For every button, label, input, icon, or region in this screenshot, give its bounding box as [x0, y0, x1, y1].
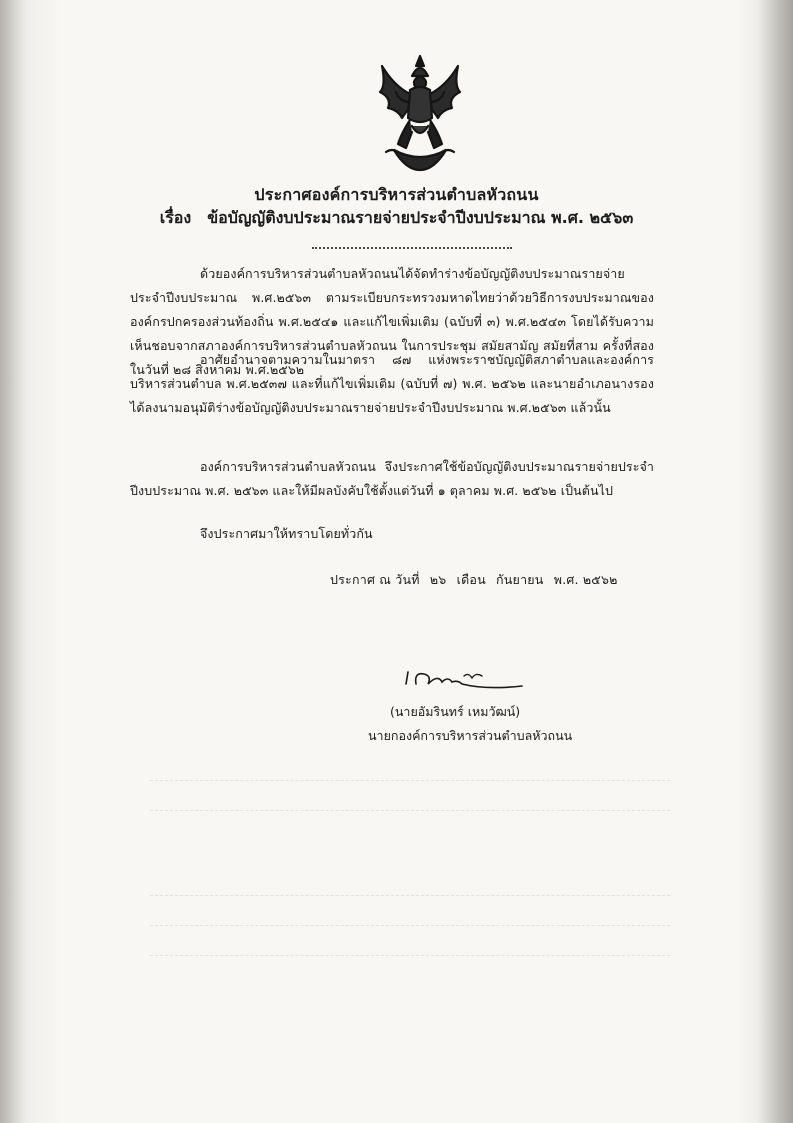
scan-edge-shadow-right: [757, 0, 793, 1123]
bleed-through-line: [150, 810, 670, 812]
body-paragraph-2: อาศัยอำนาจตามความในมาตรา ๘๗ แห่งพระราชบัญญัติสภาตำบลและองค์การบริหารส่วนตำบล พ.ศ.๒๕๓๗ และที่แก้ไขเพิ่มเติม (ฉบับที่ ๗) พ.ศ. ๒๕๖๒ และนายอำเภอนางรอง ได้ลงนามอนุมัติร่างข้อบัญญัติงบประมาณรายจ่ายประจำปีงบประมาณ พ.ศ.๒๕๖๓ แล้วนั้น: [130, 352, 654, 415]
bleed-through-line: [150, 895, 670, 897]
bleed-through-line: [150, 780, 670, 782]
dateline-year: พ.ศ. ๒๕๖๒: [553, 572, 618, 587]
garuda-emblem-icon: [372, 52, 468, 174]
body-paragraph-4: จึงประกาศมาให้ทราบโดยทั่วกัน: [200, 526, 373, 541]
signer-name: (นายอัมรินทร์ เหมวัฒน์): [390, 704, 521, 719]
body-paragraph-1: ด้วยองค์การบริหารส่วนตำบลหัวถนนได้จัดทำร่างข้อบัญญัติงบประมาณรายจ่ายประจำปีงบประมาณ พ.ศ.๒๕๖๓ ตามระเบียบกระทรวงมหาดไทยว่าด้วยวิธีการงบประมาณขององค์กรปกครองส่วนท้องถิ่น พ.ศ.๒๕๔๑ และแก้ไขเพิ่มเติม (ฉบับที่ ๓) พ.ศ.๒๕๔๓ โดยได้รับความเห็นชอบจากสภาองค์การบริหารส่วนตำบลหัวถนน ในการประชุม สมัยสามัญ สมัยที่สาม ครั้งที่สอง ในวันที่ ๒๘ สิงหาคม พ.ศ.๒๕๖๒: [130, 266, 654, 377]
dateline-day: ๒๖: [429, 572, 447, 587]
signer-title: นายกองค์การบริหารส่วนตำบลหัวถนน: [368, 728, 573, 743]
bleed-through-line: [150, 925, 670, 927]
announcement-title: ประกาศองค์การบริหารส่วนตำบลหัวถนน: [254, 185, 539, 204]
subject-label: เรื่อง: [159, 208, 192, 227]
dateline-month: กันยายน: [496, 572, 544, 587]
subject-text: ข้อบัญญัติงบประมาณรายจ่ายประจำปีงบประมาณ พ.ศ. ๒๕๖๓: [207, 208, 634, 227]
scan-edge-shadow-left: [0, 0, 26, 1123]
announcement-dateline: [330, 570, 624, 590]
dateline-month-label: เดือน: [456, 572, 486, 587]
dateline-prefix: ประกาศ ณ วันที่: [330, 572, 420, 587]
body-paragraph-3: องค์การบริหารส่วนตำบลหัวถนน จึงประกาศใช้ข้อบัญญัติงบประมาณรายจ่ายประจำปีงบประมาณ พ.ศ. ๒๕๖๓ และให้มีผลบังคับใช้ตั้งแต่วันที่ ๑ ตุลาคม พ.ศ. ๒๕๖๒ เป็นต้นไป: [130, 459, 654, 498]
dotted-separator: [312, 247, 512, 249]
handwritten-signature: [402, 666, 532, 696]
announcement-subject: [0, 206, 793, 231]
bleed-through-line: [150, 955, 670, 957]
